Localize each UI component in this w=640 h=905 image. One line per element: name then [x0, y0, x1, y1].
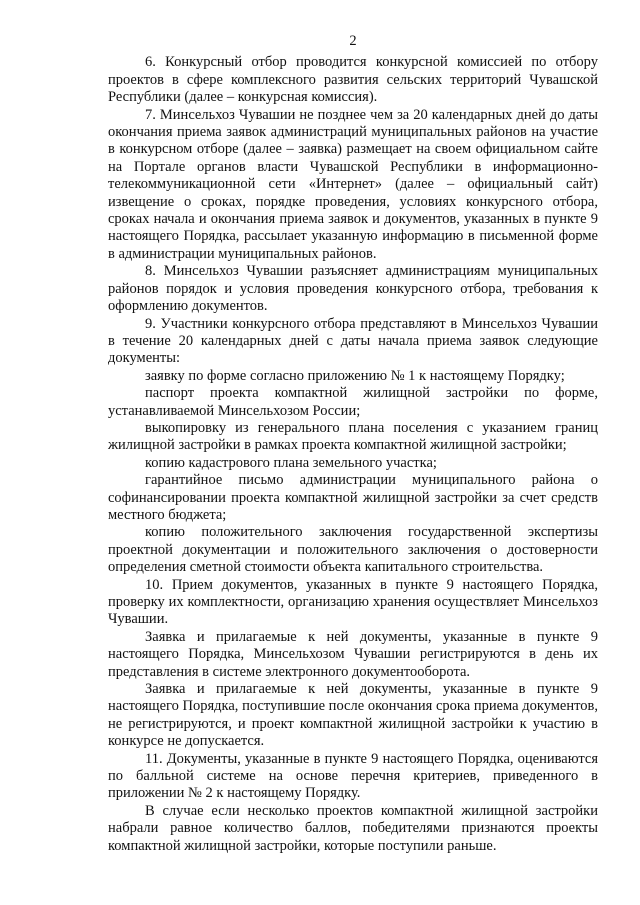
paragraph-6: 6. Конкурсный отбор проводится конкурсной комиссией по отбору проектов в сфере комплексного развития сельских территорий Чувашской Республики (далее – конкурсная комиссия).: [108, 54, 598, 106]
paragraph-registration: Заявка и прилагаемые к ней документы, указанные в пункте 9 настоящего Порядка, Минсельхозом Чувашии регистрируются в день их представления в системе электронного документооборота.: [108, 628, 598, 680]
document-item-master-plan-excerpt: выкопировку из генерального плана поселения с указанием границ жилищной застройки в рамках проекта компактной жилищной застройки;: [108, 419, 598, 454]
document-item-cadastral-plan: копию кадастрового плана земельного участка;: [145, 454, 437, 471]
page-number: 2: [349, 33, 357, 49]
paragraph-11: 11. Документы, указанные в пункте 9 настоящего Порядка, оцениваются по балльной системе на основе перечня критериев, приведенного в приложении № 2 к настоящему Порядку.: [108, 750, 598, 802]
paragraph-8: 8. Минсельхоз Чувашии разъясняет администрациям муниципальных районов порядок и условия проведения конкурсного отбора, требования к оформлению документов.: [108, 263, 598, 315]
document-item-application: заявку по форме согласно приложению № 1 к настоящему Порядку;: [145, 367, 565, 384]
paragraph-10: 10. Прием документов, указанных в пункте 9 настоящего Порядка, проверку их комплектности, организацию хранения осуществляет Минсельхоз Чувашии.: [108, 576, 598, 628]
document-item-expertise-conclusion: копию положительного заключения государственной экспертизы проектной документации и положительного заключения о достоверности определения сметной стоимости объекта капитального строительства.: [108, 524, 598, 576]
paragraph-tie-rule: В случае если несколько проектов компактной жилищной застройки набрали равное количество баллов, победителями признаются проекты компактной жилищной застройки, которые поступили раньше.: [108, 802, 598, 854]
paragraph-late-submission: Заявка и прилагаемые к ней документы, указанные в пункте 9 настоящего Порядка, поступившие после окончания срока приема документов, не регистрируются, и проект компактной жилищной застройки к участию в конкурсе не допускается.: [108, 681, 598, 750]
document-item-passport: паспорт проекта компактной жилищной застройки по форме, устанавливаемой Минсельхозом России;: [108, 385, 598, 419]
document-item-guarantee-letter: гарантийное письмо администрации муниципального района о софинансировании проекта компактной жилищной застройки за счет средств местного бюджета;: [108, 472, 598, 523]
paragraph-7: 7. Минсельхоз Чувашии не позднее чем за 20 календарных дней до даты окончания приема заявок администраций муниципальных районов на участие в конкурсном отборе (далее – заявка) размещает на своем официальном сайте на Портале органов власти Чувашской Республики в информационно-телекоммуникационной сети «Интернет» (далее – официальный сайт) извещение о сроках, порядке проведения, условиях конкурсного отбора, сроках начала и окончания приема заявок и документов, указанных в пункте 9 настоящего Порядка, рассылает указанную информацию в письменной форме в администрации муниципальных районов.: [108, 106, 598, 262]
document-page: [108, 33, 598, 855]
paragraph-9: 9. Участники конкурсного отбора представляют в Минсельхоз Чувашии в течение 20 календарных дней с даты начала приема заявок следующие документы:: [108, 315, 598, 367]
